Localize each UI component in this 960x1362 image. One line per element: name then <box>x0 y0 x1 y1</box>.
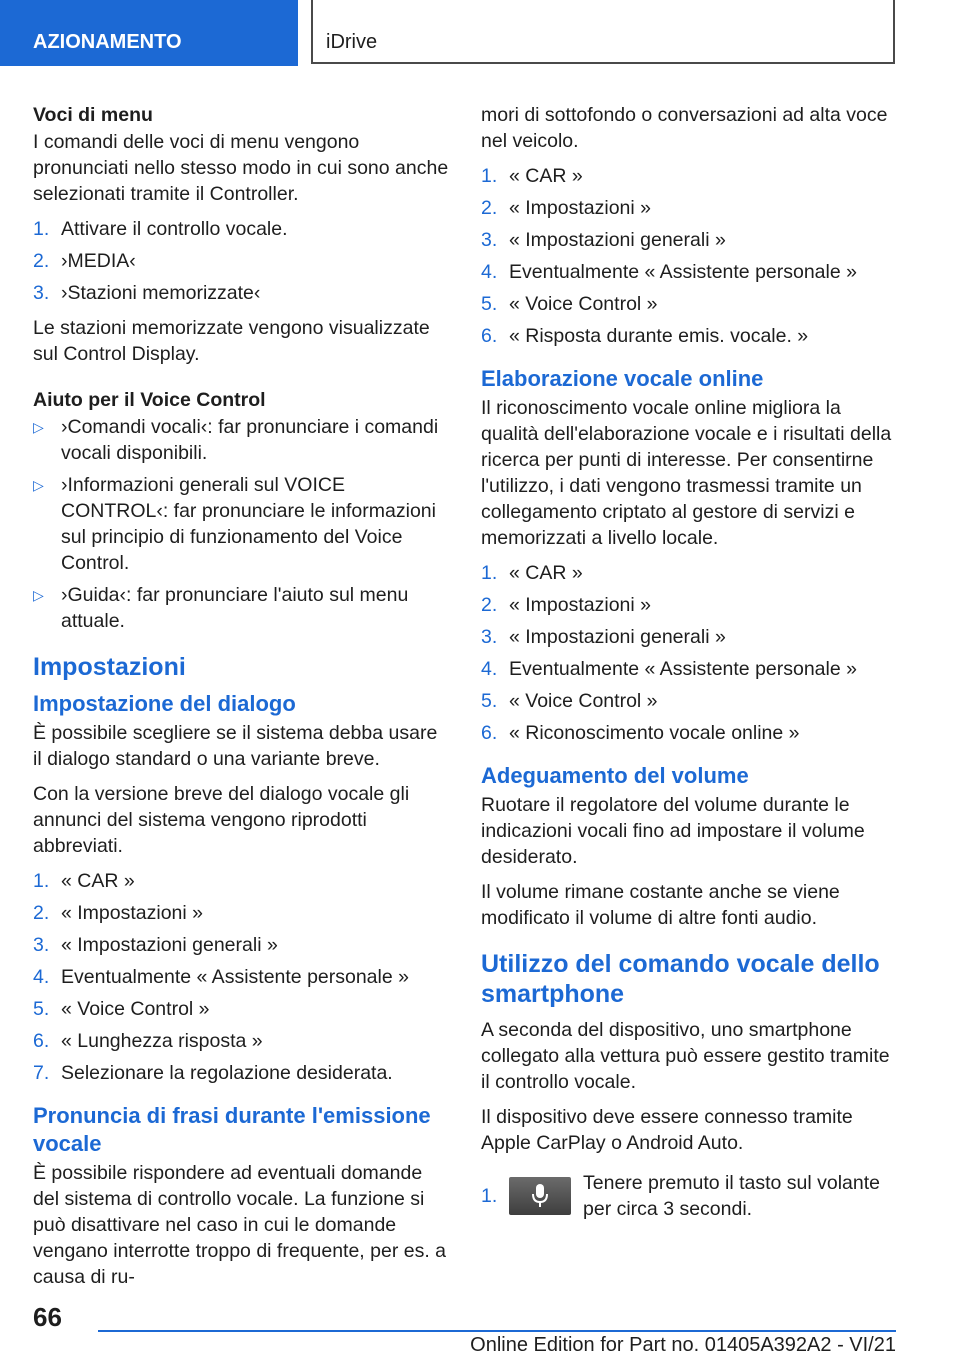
menu-text: I comandi delle voci di menu vengono pronunciati nello stesso modo in cui sono anche selezionati tramite il Controller. <box>33 131 449 205</box>
online-steps <box>481 560 899 746</box>
smartphone-text-2: Il dispositivo deve essere connesso tramite Apple CarPlay o Android Auto. <box>481 1106 853 1154</box>
dialog-steps <box>33 868 451 1086</box>
volume-title: Adeguamento del volume <box>481 763 749 788</box>
triangle-right-icon: ▷ <box>33 587 44 603</box>
list-item: 4. Eventualmente « Assistente personale » <box>481 261 857 283</box>
list-item: ▷ ›Comandi vocali‹: far pronunciare i comandi vocali disponibili. <box>33 416 439 464</box>
list-item: 1. « CAR » <box>481 562 583 584</box>
list-item: 5. « Voice Control » <box>481 690 658 712</box>
barge-in-text: È possibile rispondere ad eventuali domande del sistema di controllo vocale. La funzione si può disattivare nel caso in cui le domande vengano interrotte troppo di frequente, per es. a causa di ru- <box>33 1162 447 1288</box>
list-item: 2. ›MEDIA‹ <box>33 250 136 272</box>
menu-title: Voci di menu <box>33 104 153 126</box>
dialog-title: Impostazione del dialogo <box>33 691 296 716</box>
list-item: 4. Eventualmente « Assistente personale » <box>481 658 857 680</box>
left-column <box>33 102 451 1299</box>
right-column <box>481 102 899 1231</box>
dialog-text-1: È possibile scegliere se il sistema debba usare il dialogo standard o una variante breve. <box>33 722 438 770</box>
page-number: 66 <box>33 1302 62 1332</box>
list-item: 3. « Impostazioni generali » <box>33 934 278 956</box>
list-item: 6. « Risposta durante emis. vocale. » <box>481 325 809 347</box>
smartphone-title: Utilizzo del comando vocale dello smartphone <box>481 950 880 1008</box>
list-item: 6. « Lunghezza risposta » <box>33 1030 263 1052</box>
menu-result: Le stazioni memorizzate vengono visualizzate sul Control Display. <box>33 317 430 365</box>
help-list <box>33 414 451 634</box>
page-header <box>0 0 960 66</box>
topic-tab: iDrive <box>311 0 895 64</box>
list-item: 3. « Impostazioni generali » <box>481 626 726 648</box>
list-item: 3. « Impostazioni generali » <box>481 229 726 251</box>
triangle-right-icon: ▷ <box>33 477 44 493</box>
list-item: ▷ ›Guida‹: far pronunciare l'aiuto sul menu attuale. <box>33 584 409 632</box>
volume-text-1: Ruotare il regolatore del volume durante le indicazioni vocali fino ad impostare il volume desiderato. <box>481 794 865 868</box>
list-item: 1. « CAR » <box>33 870 135 892</box>
smartphone-text-1: A seconda del dispositivo, uno smartphone collegato alla vettura può essere gestito tramite il controllo vocale. <box>481 1019 890 1093</box>
dialog-text-2: Con la versione breve del dialogo vocale gli annunci del sistema vengono riprodotti abbreviati. <box>33 783 410 857</box>
list-item: 5. « Voice Control » <box>33 998 210 1020</box>
list-item: 6. « Riconoscimento vocale online » <box>481 722 800 744</box>
online-title: Elaborazione vocale online <box>481 366 764 391</box>
section-tab: AZIONAMENTO <box>0 0 298 66</box>
help-title: Aiuto per il Voice Control <box>33 389 266 411</box>
list-item: 7. Selezionare la regolazione desiderata. <box>33 1062 393 1084</box>
barge-in-title: Pronuncia di frasi durante l'emissione vocale <box>33 1103 431 1156</box>
list-item: 5. « Voice Control » <box>481 293 658 315</box>
list-item: 3. ›Stazioni memorizzate‹ <box>33 282 261 304</box>
barge-in-text-cont: mori di sottofondo o conversazioni ad alta voce nel veicolo. <box>481 104 888 152</box>
menu-steps <box>33 216 451 306</box>
list-item: 1. Attivare il controllo vocale. <box>33 218 288 240</box>
microphone-icon <box>509 1177 571 1215</box>
edition-note: Online Edition for Part no. 01405A392A2 - VI/21 <box>470 1334 896 1356</box>
list-item: 1. « CAR » <box>481 165 583 187</box>
volume-text-2: Il volume rimane costante anche se viene modificato il volume di altre fonti audio. <box>481 881 840 929</box>
triangle-right-icon: ▷ <box>33 419 44 435</box>
list-item: 1. Tenere premuto il tasto sul volante per circa 3 secondi. <box>481 1172 880 1220</box>
list-item: 4. Eventualmente « Assistente personale » <box>33 966 409 988</box>
list-item: 2. « Impostazioni » <box>481 594 651 616</box>
list-item: ▷ ›Informazioni generali sul VOICE CONTROL‹: far pronunciare le informazioni sul principio di funzionamento del Voice Control. <box>33 474 436 574</box>
list-item: 2. « Impostazioni » <box>481 197 651 219</box>
barge-in-steps <box>481 163 899 349</box>
settings-title: Impostazioni <box>33 653 186 681</box>
list-item: 2. « Impostazioni » <box>33 902 203 924</box>
smartphone-steps <box>481 1170 899 1222</box>
online-text: Il riconoscimento vocale online migliora la qualità dell'elaborazione vocale e i risultati della ricerca per punti di interesse. Per consentirne l'utilizzo, i dati vengono trasmessi tramite un collegamento criptato al gestore di servizi e memorizzati a livello locale. <box>481 397 892 549</box>
